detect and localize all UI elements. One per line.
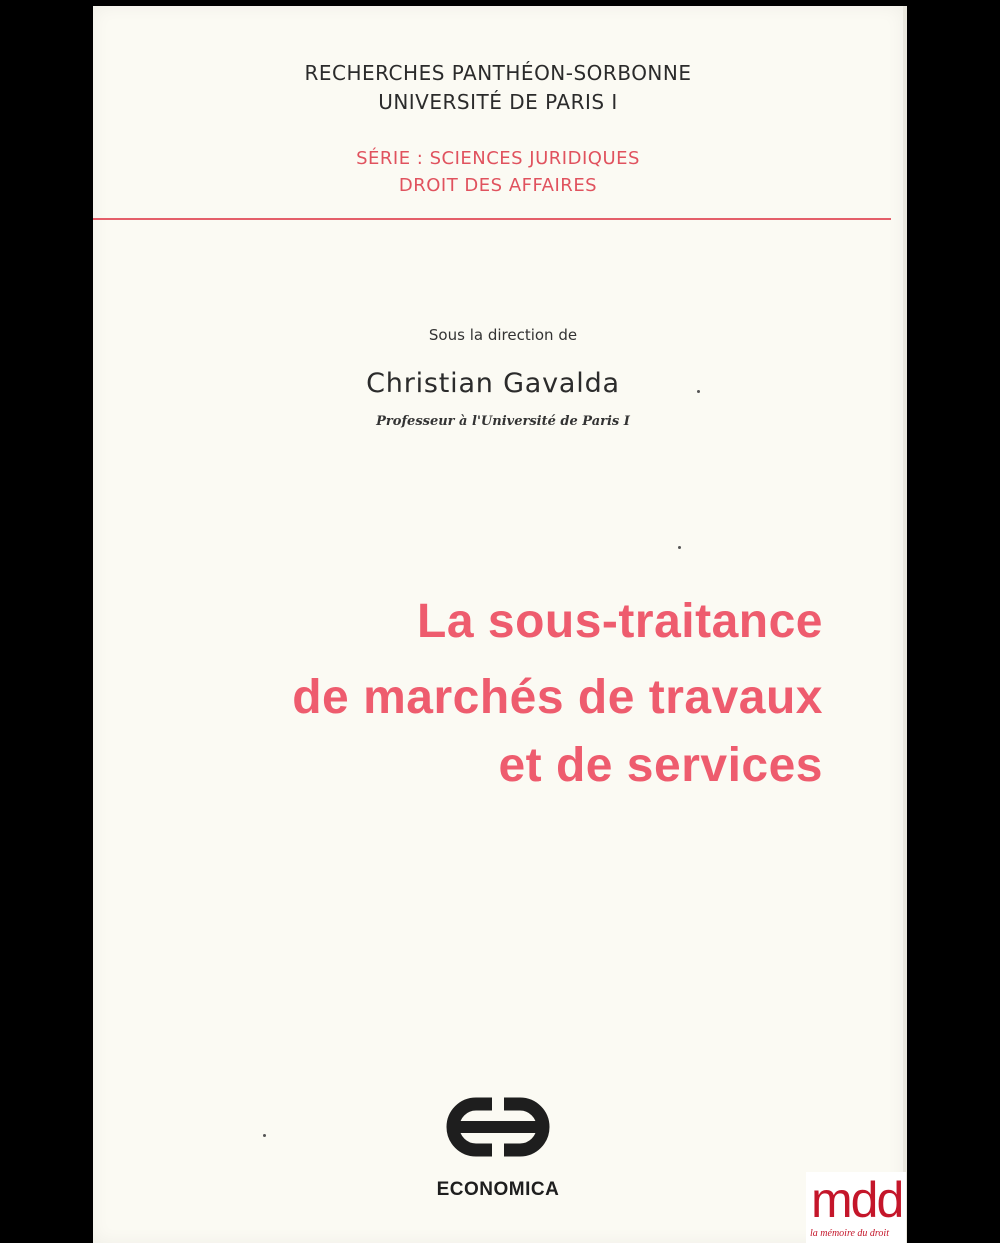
watermark-letters: mdd <box>811 1172 903 1228</box>
page-edge <box>903 6 907 1243</box>
direction-intro: Sous la direction de <box>428 326 578 344</box>
collection-name: RECHERCHES PANTHÉON-SORBONNE <box>304 61 692 85</box>
economica-logo-icon <box>446 1088 550 1166</box>
red-divider <box>93 218 891 220</box>
book-title-line-2: de marchés de travaux <box>292 671 823 724</box>
watermark-tagline: la mémoire du droit <box>810 1228 889 1239</box>
author-role: Professeur à l'Université de Paris I <box>376 414 630 429</box>
series-name: SÉRIE : SCIENCES JURIDIQUES <box>356 148 640 169</box>
publisher-name: ECONOMICA <box>436 1179 560 1200</box>
book-cover <box>93 6 905 1243</box>
university-name: UNIVERSITÉ DE PARIS I <box>378 90 618 114</box>
paper-speck <box>678 546 681 549</box>
series-subject: DROIT DES AFFAIRES <box>398 175 598 196</box>
paper-speck <box>263 1134 266 1137</box>
paper-speck <box>697 390 700 393</box>
author-name: Christian Gavalda <box>366 368 620 399</box>
book-title-line-1: La sous-traitance <box>417 595 823 648</box>
watermark-logo <box>806 1172 906 1243</box>
book-title-line-3: et de services <box>498 739 823 792</box>
